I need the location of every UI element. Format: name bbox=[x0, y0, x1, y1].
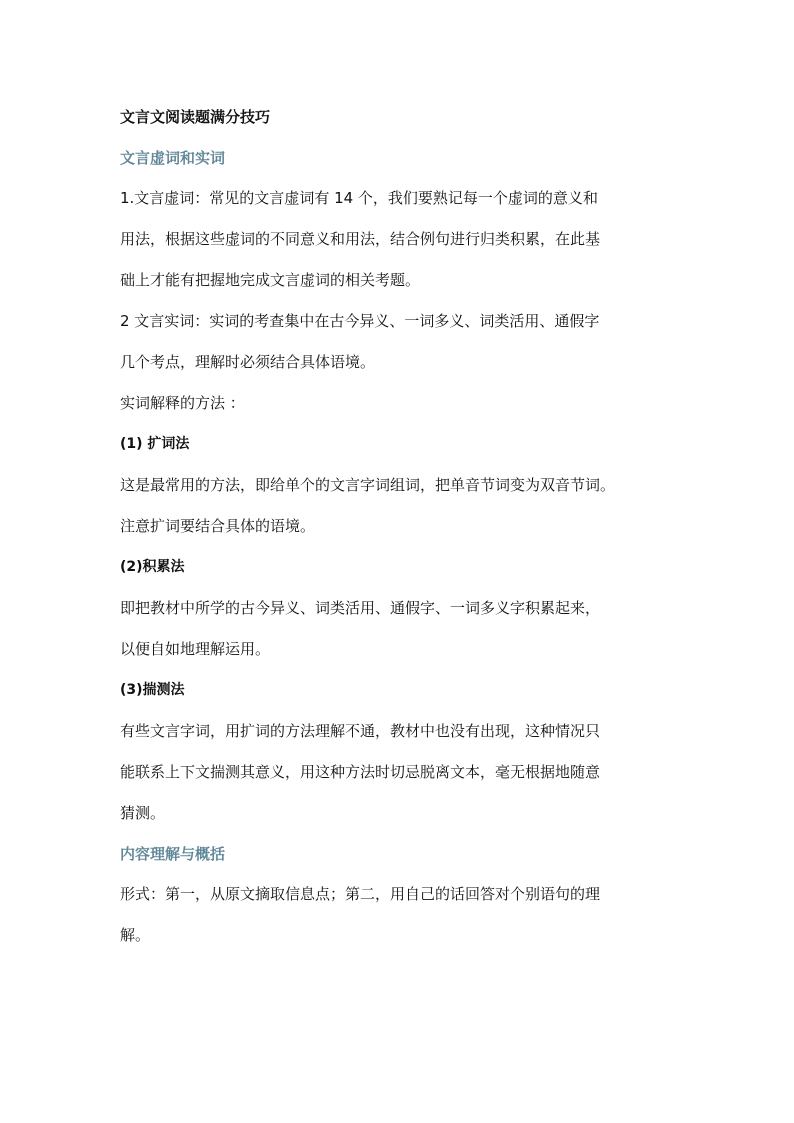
paragraph-line: 几个考点，理解时必须结合具体语境。 bbox=[120, 353, 376, 371]
method-heading-accumulation: (2)积累法 bbox=[120, 559, 185, 575]
method-heading-inference: (3)揣测法 bbox=[120, 682, 185, 698]
paragraph-line: 以便自如地理解运用。 bbox=[120, 640, 271, 658]
paragraph-line: 注意扩词要结合具体的语境。 bbox=[120, 517, 316, 535]
paragraph-function-words bbox=[120, 184, 690, 294]
paragraph-line: 即把教材中所学的古今异义、词类活用、通假字、一词多义字积累起来， bbox=[120, 599, 601, 617]
paragraph-line: 用法，根据这些虚词的不同意义和用法，结合例句进行归类积累，在此基 bbox=[120, 230, 601, 248]
document-title: 文言文阅读题满分技巧 bbox=[120, 108, 271, 126]
paragraph-line: 2 文言实词：实词的考查集中在古今异义、一词多义、词类活用、通假字 bbox=[120, 312, 600, 330]
paragraph-line: 础上才能有把握地完成文言虚词的相关考题。 bbox=[120, 271, 421, 289]
paragraph-line: 形式：第一，从原文摘取信息点；第二，用自己的话回答对个别语句的理 bbox=[120, 885, 601, 903]
paragraph-line: 这是最常用的方法，即给单个的文言字词组词，把单音节词变为双音节词。 bbox=[120, 476, 616, 494]
paragraph-line: 猜测。 bbox=[120, 804, 166, 822]
section-heading-comprehension: 内容理解与概括 bbox=[120, 845, 226, 863]
paragraph-line: 1.文言虚词：常见的文言虚词有 14 个，我们要熟记每一个虚词的意义和 bbox=[120, 189, 598, 207]
method-paragraph-inference bbox=[120, 717, 690, 827]
section-heading-function-content-words: 文言虚词和实词 bbox=[120, 149, 226, 167]
method-paragraph-accumulation bbox=[120, 594, 690, 663]
paragraph-line: 解。 bbox=[120, 926, 151, 944]
paragraph-content-words bbox=[120, 307, 690, 376]
method-heading-expansion: (1) 扩词法 bbox=[120, 436, 190, 452]
paragraph-line: 能联系上下文揣测其意义，用这种方法时切忌脱离文本，毫无根据地随意 bbox=[120, 763, 601, 781]
document-content bbox=[120, 103, 690, 962]
method-paragraph-expansion bbox=[120, 471, 690, 540]
paragraph-comprehension bbox=[120, 880, 690, 949]
paragraph-line: 有些文言字词，用扩词的方法理解不通，教材中也没有出现，这种情况只 bbox=[120, 722, 601, 740]
methods-intro: 实词解释的方法 ： bbox=[120, 394, 245, 412]
